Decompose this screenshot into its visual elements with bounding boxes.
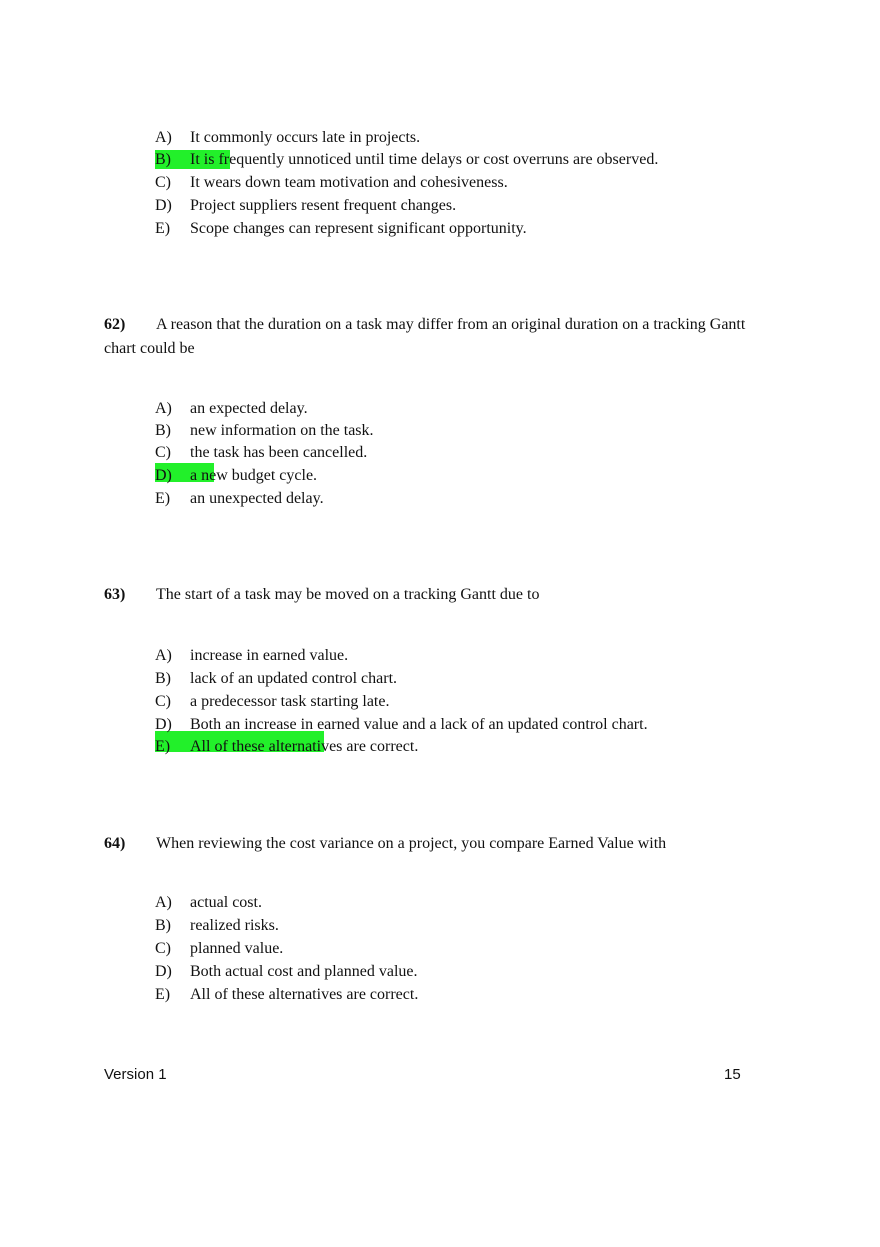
option-prev-b: B) It is frequently unnoticed until time delays or cost overruns are observed.	[155, 151, 659, 168]
question-text: A reason that the duration on a task may differ from an original duration on a tracking Gantt chart could be	[104, 316, 746, 357]
option-63-e: E) All of these alternatives are correct.	[155, 738, 419, 755]
question-text: When reviewing the cost variance on a project, you compare Earned Value with	[156, 835, 667, 852]
option-64-c: C) planned value.	[155, 940, 284, 957]
option-64-a: A) actual cost.	[155, 894, 262, 911]
option-63-a: A) increase in earned value.	[155, 647, 349, 664]
option-62-b: B) new information on the task.	[155, 422, 374, 439]
option-63-d: D) Both an increase in earned value and a lack of an updated control chart.	[155, 716, 648, 733]
option-62-d: D) a new budget cycle.	[155, 467, 318, 484]
option-prev-e: E) Scope changes can represent significant opportunity.	[155, 220, 527, 237]
option-62-a: A) an expected delay.	[155, 400, 308, 417]
question-64	[104, 832, 764, 856]
footer-page-number: 15	[724, 1066, 741, 1083]
option-62-e: E) an unexpected delay.	[155, 490, 324, 507]
question-number: 63)	[104, 586, 126, 603]
question-62	[104, 313, 764, 360]
option-63-b: B) lack of an updated control chart.	[155, 670, 398, 687]
question-number: 64)	[104, 835, 126, 852]
option-prev-c: C) It wears down team motivation and cohesiveness.	[155, 174, 508, 191]
option-64-b: B) realized risks.	[155, 917, 279, 934]
option-62-c: C) the task has been cancelled.	[155, 444, 368, 461]
footer-version: Version 1	[104, 1066, 167, 1083]
option-64-d: D) Both actual cost and planned value.	[155, 963, 418, 980]
question-number: 62)	[104, 316, 126, 333]
option-prev-d: D) Project suppliers resent frequent changes.	[155, 197, 457, 214]
option-64-e: E) All of these alternatives are correct.	[155, 986, 419, 1003]
option-63-c: C) a predecessor task starting late.	[155, 693, 390, 710]
option-prev-a: A) It commonly occurs late in projects.	[155, 129, 421, 146]
question-text: The start of a task may be moved on a tracking Gantt due to	[156, 586, 540, 603]
question-63	[104, 583, 764, 607]
